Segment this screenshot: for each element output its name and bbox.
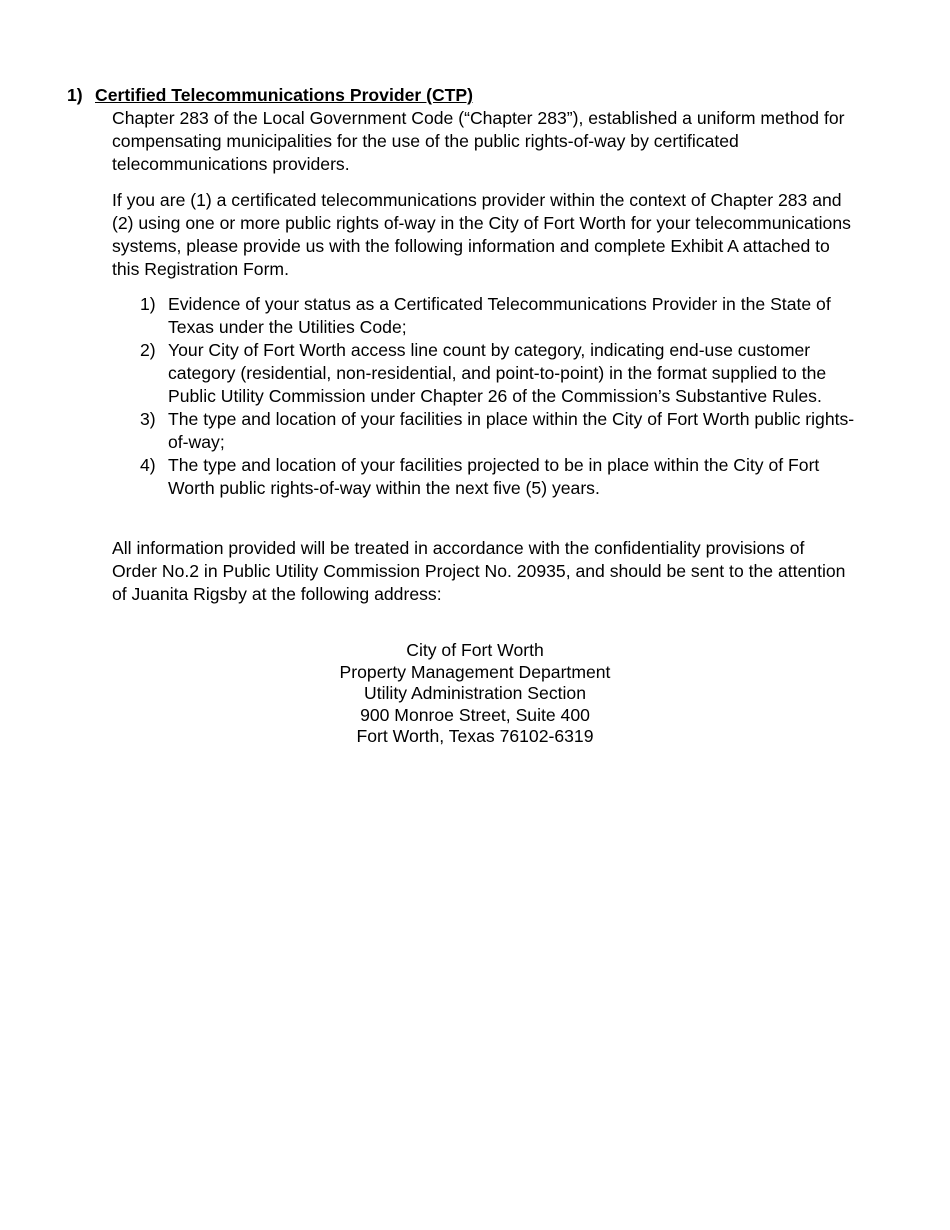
section-title: Certified Telecommunications Provider (CTP) xyxy=(95,85,474,105)
paragraph-text: Chapter 283 of the Local Government Code (“Chapter 283”), established a uniform method for compensating municipalities for the use of the public rights-of-way by certificated telecommunications providers. xyxy=(112,108,845,174)
list-marker: 2) xyxy=(140,340,156,360)
list-item-text: The type and location of your facilities projected to be in place within the City of Fort Worth public rights-of-way within the next five (5) years. xyxy=(168,455,820,498)
list-item xyxy=(140,339,860,408)
paragraph-text: All information provided will be treated in accordance with the confidentiality provisions of Order No.2 in Public Utility Commission Project No. 20935, and should be sent to the attention of Juanita Rigsby at the following address: xyxy=(112,538,846,604)
address-line: Property Management Department xyxy=(339,661,611,682)
section-number: 1) xyxy=(67,85,83,105)
confidentiality-paragraph xyxy=(112,537,852,606)
intro-paragraph xyxy=(112,107,852,176)
list-marker: 1) xyxy=(140,294,156,314)
list-marker: 3) xyxy=(140,409,156,429)
address-line: City of Fort Worth xyxy=(406,640,544,660)
list-marker: 4) xyxy=(140,455,156,475)
instructions-paragraph xyxy=(112,189,852,281)
list-item-text: The type and location of your facilities in place within the City of Fort Worth public rights-of-way; xyxy=(168,409,855,452)
requirements-list xyxy=(140,293,860,500)
list-item xyxy=(140,293,860,339)
address-line: Fort Worth, Texas 76102-6319 xyxy=(356,726,594,746)
list-item xyxy=(140,454,860,500)
list-item xyxy=(140,408,860,454)
mailing-address xyxy=(0,640,950,748)
address-line: 900 Monroe Street, Suite 400 xyxy=(360,704,590,725)
address-line: Utility Administration Section xyxy=(364,683,586,703)
section-heading xyxy=(67,84,473,107)
list-item-text: Your City of Fort Worth access line count by category, indicating end-use customer category (residential, non-residential, and point-to-point) in the format supplied to the Public Utility Commission under Chapter 26 of the Commission’s Substantive Rules. xyxy=(168,340,827,406)
paragraph-text: If you are (1) a certificated telecommunications provider within the context of Chapter 283 and (2) using one or more public rights of-way in the City of Fort Worth for your telecommunications systems, please provide us with the following information and complete Exhibit A attached to this Registration Form. xyxy=(112,190,851,279)
list-item-text: Evidence of your status as a Certificated Telecommunications Provider in the State of Texas under the Utilities Code; xyxy=(168,294,831,337)
